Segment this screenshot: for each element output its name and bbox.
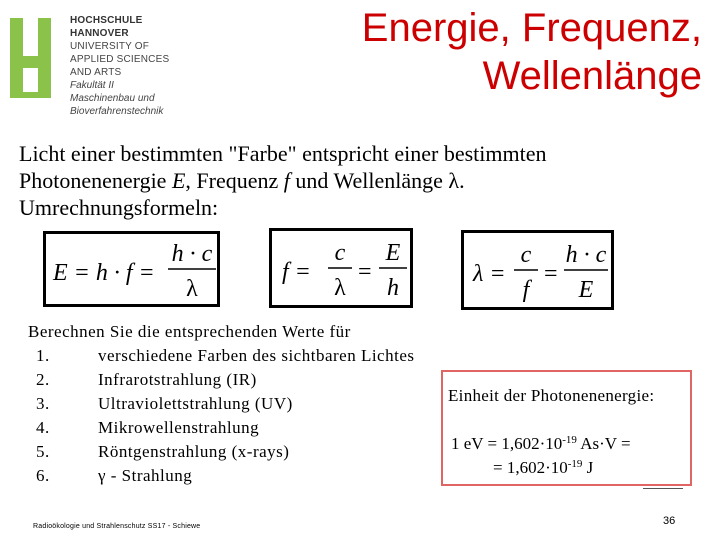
fraction-denominator: λ xyxy=(186,276,198,302)
list-text: Mikrowellenstrahlung xyxy=(98,418,260,437)
fraction-denominator: E xyxy=(578,277,594,303)
unit-exponent: -19 xyxy=(567,458,583,470)
fraction-denominator: λ xyxy=(334,275,346,301)
unit-conversion-line-1 xyxy=(451,434,631,454)
intro-paragraph xyxy=(19,140,546,221)
intro-line-3: Umrechnungsformeln: xyxy=(19,195,219,220)
logo-line: UNIVERSITY OF xyxy=(70,41,150,52)
list-item xyxy=(28,440,351,464)
formula-lhs: E = h · f = xyxy=(53,260,155,286)
list-text: γ - Strahlung xyxy=(98,466,193,485)
logo-line: HOCHSCHULE xyxy=(70,15,143,26)
logo-line: APPLIED SCIENCES xyxy=(70,54,170,65)
footer-divider xyxy=(643,488,683,489)
symbol-frequency: f xyxy=(283,168,290,193)
list-item xyxy=(28,368,351,392)
list-number: 2. xyxy=(36,370,50,389)
list-number: 3. xyxy=(36,394,50,413)
list-number: 4. xyxy=(36,418,50,437)
intro-line-2 xyxy=(19,167,546,194)
list-number: 6. xyxy=(36,466,50,485)
symbol-energy: E xyxy=(171,168,186,193)
faculty-line: Maschinenbau und xyxy=(70,93,155,104)
footer-text: Radioökologie und Strahlenschutz SS17 - Schiewe xyxy=(33,523,201,530)
intro-text: Photonenenergie xyxy=(19,168,172,193)
intro-text: , Frequenz xyxy=(185,168,284,193)
formula-energy xyxy=(43,231,220,307)
logo-line: HANNOVER xyxy=(70,28,129,39)
fraction-denominator: f xyxy=(522,277,530,303)
title-line-1: Energie, Frequenz, xyxy=(361,6,702,50)
logo-text xyxy=(70,14,169,118)
list-item xyxy=(28,416,351,440)
fraction-denominator: h xyxy=(387,275,399,301)
faculty-line: Fakultät II xyxy=(70,80,114,91)
unit-text: = 1,602·10 xyxy=(493,458,568,477)
faculty-line: Bioverfahrenstechnik xyxy=(70,106,164,117)
equals-sign: = xyxy=(544,261,558,287)
list-number: 1. xyxy=(36,346,50,365)
unit-text: As·V = xyxy=(576,434,631,453)
list-item xyxy=(28,392,351,416)
logo-line: AND ARTS xyxy=(70,67,122,78)
list-item xyxy=(28,464,351,488)
symbol-wavelength: λ xyxy=(448,168,460,193)
formula-wavelength xyxy=(461,230,614,310)
formula-frequency xyxy=(269,228,413,308)
h-logo-icon xyxy=(8,14,58,104)
formula-lhs: λ = xyxy=(473,261,506,287)
task-intro: Berechnen Sie die entsprechenden Werte für xyxy=(28,322,351,341)
intro-text: . xyxy=(459,168,465,193)
unit-conversion-line-2 xyxy=(493,458,593,478)
unit-info-box xyxy=(441,370,692,486)
fraction-numerator: c xyxy=(520,242,532,268)
list-item xyxy=(28,344,415,368)
fraction-numerator: c xyxy=(334,240,346,266)
list-text: Infrarotstrahlung (IR) xyxy=(98,370,257,389)
fraction-numerator: E xyxy=(385,240,401,266)
fraction-numerator: h · c xyxy=(171,241,213,267)
task-list xyxy=(28,320,415,488)
page-number: 36 xyxy=(663,515,676,527)
unit-exponent: -19 xyxy=(562,434,577,446)
title-line-2: Wellenlänge xyxy=(482,54,702,98)
unit-text: 1 eV = 1,602·10 xyxy=(451,434,563,453)
fraction-numerator: h · c xyxy=(565,242,607,268)
university-logo xyxy=(8,14,178,134)
unit-text: J xyxy=(582,458,594,477)
list-number: 5. xyxy=(36,442,50,461)
list-text: Röntgenstrahlung (x-rays) xyxy=(98,442,290,461)
intro-line-1: Licht einer bestimmten "Farbe" entspricht einer bestimmten xyxy=(19,141,547,166)
list-text: verschiedene Farben des sichtbaren Lichtes xyxy=(98,346,415,365)
list-text: Ultraviolettstrahlung (UV) xyxy=(98,394,293,413)
intro-text: und Wellenlänge xyxy=(289,168,449,193)
unit-title: Einheit der Photonenenergie: xyxy=(448,386,655,405)
slide-title xyxy=(362,4,702,100)
equals-sign: = xyxy=(358,259,372,285)
formula-lhs: f = xyxy=(282,259,311,285)
